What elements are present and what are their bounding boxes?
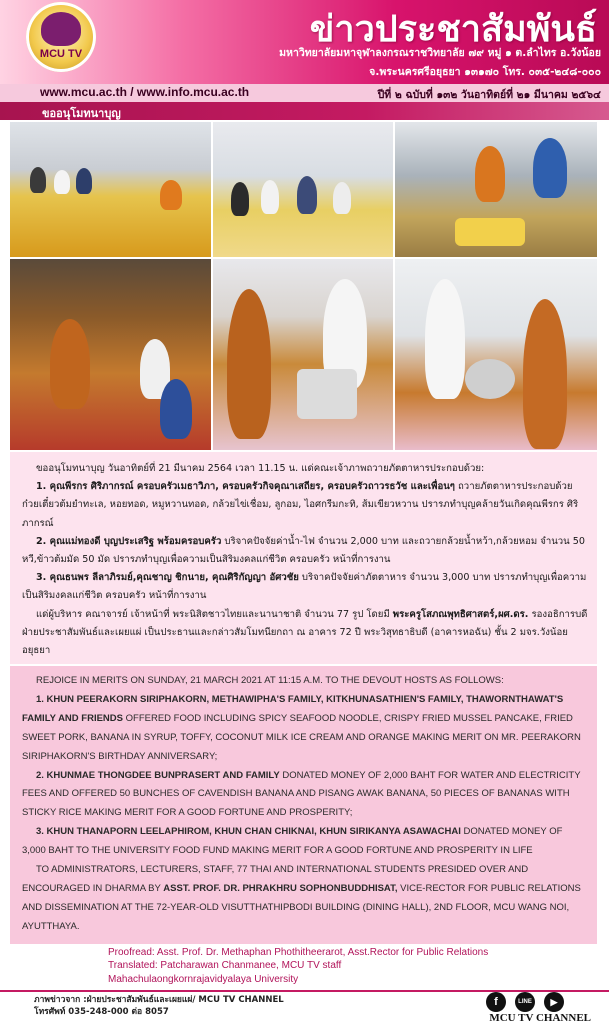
thai-item-1-hosts: 1. คุณพีรกร ศิริภากรณ์ ครอบครัวเมธาวิภา, ครอบครัวกิจคุณาเสถียร, ครอบครัวถาวรธวัช และเพื่อนๆ [36,481,455,493]
footer-source [34,994,284,1018]
mcu-tv-logo [26,2,96,72]
university-name: มหาวิทยาลัยมหาจุฬาลงกรณราชวิทยาลัย ๗๙ หมู่ ๑ ต.ลำไทร อ.วังน้อย [279,47,601,59]
photo-grid [10,122,597,450]
thai-closing-b: รองอธิการบดีฝ่ายประชาสัมพันธ์และเผยแผ่ เป็นประธานและกล่าวสัมโมทนียกถา ณ อาคาร 72 ปี พระวิสุทธาธิบดี (อาคารหอฉัน) ชั้น 2 มจร.วังน้อย อยุธยา [22,608,588,657]
thai-item-2-hosts: 2. คุณแม่ทองดี บุญประเสริฐ พร้อมครอบครัว [36,535,222,547]
credit-translated: Translated: Patcharawan Chanmanee, MCU TV staff [108,960,342,972]
photo-monk-receiving [10,259,211,450]
photo-serving-food [395,259,597,450]
header-banner [0,0,609,84]
web-bar [0,84,609,102]
page-title: ข่าวประชาสัมพันธ์ [309,9,597,50]
eng-closing-b: VICE-RECTOR FOR PUBLIC RELATIONS AND DISSEMINATION AT THE 72-YEAR-OLD VISUTTHATHIPBODI BUILDING (DINING HALL), 2ND FLOOR, MCU WANG NOI, AYUTTHAYA. [22,882,581,932]
youtube-icon[interactable]: ▶ [544,992,564,1012]
thai-item-1 [22,478,588,533]
thai-item-2 [22,533,588,569]
line-icon[interactable]: LINE [515,992,535,1012]
eng-intro: REJOICE IN MERITS ON SUNDAY, 21 MARCH 2021 AT 11:15 A.M. TO THE DEVOUT HOSTS AS FOLLOWS: [36,675,504,686]
thai-item-3-details: บริจาคปัจจัยค่าภัตตาหาร จำนวน 3,000 บาท ปรารภทำบุญเพื่อความเป็นสิริมงคลแก่ชีวิต ครอบครัว หน้าที่การงาน [22,572,587,602]
thai-item-2-details: บริจาคปัจจัยค่าน้ำ-ไฟ จำนวน 2,000 บาท และถวายกล้วยน้ำหว้า,กล้วยหอม จำนวน 50 หวี,ข้าวต้มมัด 50 มัด ปรารภทำบุญเพื่อความเป็นสิริมงคลแก่ชีวิต ครอบครัว หน้าที่การงาน [22,535,585,566]
eng-item-1 [22,691,588,767]
photo-food-offering [395,122,597,257]
thai-article [10,452,597,664]
photo-alms-offering [213,259,393,450]
thai-closing-a: แด่ผู้บริหาร คณาจารย์ เจ้าหน้าที่ พระนิสิตชาวไทยและนานาชาติ จำนวน 77 รูป โดยมี [36,608,393,620]
issue-info: ปีที่ ๒ ฉบับที่ ๑๓๒ วันอาทิตย์ที่ ๒๑ มีนาคม ๒๕๖๔ [377,89,601,101]
eng-item-2-details: DONATED MONEY OF 2,000 BAHT FOR WATER AND ELECTRICITY FEES AND OFFERED 50 BUNCHES OF CAVENDISH BANANA AND PISANG AWAK BANANA, 50 PIECES OF BANANAS WITH STICKY RICE MAKING MERIT FOR A GOOD FORTUNE AND PROSPERITY; [22,769,581,819]
university-address: จ.พระนครศรีอยุธยา ๑๓๑๗๐ โทร. ๐๓๕-๒๔๘-๐๐๐ [369,66,601,78]
thai-closing-name: พระครูโสภณพุทธิศาสตร์,ผศ.ดร. [392,608,529,620]
caption-label: ขออนุโมทนาบุญ [42,107,121,120]
channel-name: MCU TV CHANNEL [489,1012,591,1024]
eng-item-3-details: DONATED MONEY OF 3,000 BAHT TO THE UNIVERSITY FOOD FUND MAKING MERIT FOR A GOOD FORTUNE AND PROSPERITY IN LIFE [22,826,563,857]
eng-item-3 [22,823,588,861]
logo-emblem-icon [41,12,81,46]
thai-closing [22,606,588,661]
eng-item-1-details: OFFERED FOOD INCLUDING SPICY SEAFOOD NOODLE, CRISPY FRIED MUSSEL PANCAKE, FRIED SWEET PORK, BANANA IN SYRUP, TOFFY, COCONUT MILK ICE CREAM AND ORANGE MAKING MERIT ON MR. PEERAKORN SIRIPHAKORN'S BIRTHDAY ANNIVERSARY; [22,712,581,762]
thai-item-1-details: ถวายภัตตาหารประกอบด้วย ก๋วยเตี๋ยวต้มยำทะเล, หอยทอด, หมูหวานทอด, กล้วยไข่เชื่อม, ลูกอม, ไอศกรีมกะทิ, ส้มเขียวหวาน ปรารภทำบุญคล้ายวันเกิดคุณพีรกร ศิริภากรณ์ [22,481,579,529]
eng-closing-a: TO ADMINISTRATORS, LECTURERS, STAFF, 77 THAI AND INTERNATIONAL STUDENTS PRESIDED OVER AND ENCOURAGED IN DHARMA BY [22,864,529,894]
website-links[interactable]: www.mcu.ac.th / www.info.mcu.ac.th [40,85,250,99]
footer-source-text: ภาพข่าวจาก :ฝ่ายประชาสัมพันธ์และเผยแผ่/ MCU TV CHANNEL [34,995,284,1005]
credit-proofread: Proofread: Asst. Prof. Dr. Methaphan Phothitheerarot, Asst.Rector for Public Relations [108,947,489,958]
facebook-icon[interactable]: f [486,992,506,1012]
eng-closing-name: ASST. PROF. DR. PHRAKHRU SOPHONBUDDHISAT, [163,882,398,894]
thai-item-3-hosts: 3. คุณธนพร ลีลาภิรมย์,คุณชาญ ชิกนาย, คุณศิริกัญญา อัศวชัย [36,572,299,584]
credit-university: Mahachulaongkornrajavidyalaya University [108,973,299,985]
thai-intro: ขออนุโมทนาบุญ วันอาทิตย์ที่ 21 มีนาคม 2564 เวลา 11.15 น. แด่คณะเจ้าภาพถวายภัตตาหารประกอบด้วย: [36,463,485,474]
photo-dining-hall-floor [10,122,211,257]
eng-item-3-hosts: 3. KHUN THANAPORN LEELAPHIROM, KHUN CHAN CHIKNAI, KHUN SIRIKANYA ASAWACHAI [36,826,461,838]
credits [108,946,488,986]
eng-item-2 [22,767,588,824]
footer-phone: โทรศัพท์ 035-248-000 ต่อ 8057 [34,1007,169,1017]
photo-seated-guests [213,122,393,257]
english-article [10,666,597,944]
caption-bar [0,102,609,120]
footer [0,992,609,1024]
eng-closing [22,861,588,937]
thai-item-3 [22,569,588,605]
logo-text: MCU TV [39,48,83,60]
eng-item-2-hosts: 2. KHUNMAE THONGDEE BUNPRASERT AND FAMILY [36,769,280,781]
eng-item-1-hosts: 1. KHUN PEERAKORN SIRIPHAKORN, METHAWIPHA'S FAMILY, KITKHUNASATHIEN'S FAMILY, THAWORNTHAWAT'S FAMILY AND FRIENDS [22,693,564,724]
